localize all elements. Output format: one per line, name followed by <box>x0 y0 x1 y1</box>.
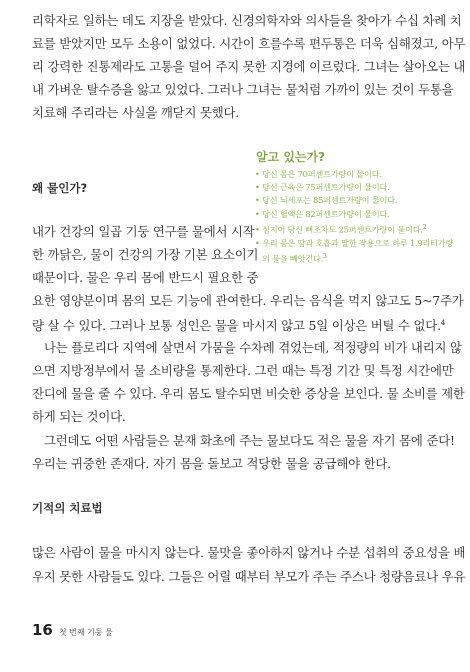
body-text-line: 잔디에 물을 줄 수 있다. 우리 몸도 탈수되면 비슷한 증상을 보인다. 물 소비를 제한 <box>32 386 465 401</box>
body-text-line: 우지 못한 사람들도 있다. 그들은 어릴 때부터 부모가 주는 주스나 청량음료나 우유 <box>32 569 466 584</box>
page-footer <box>32 621 113 639</box>
footnote-marker: 4 <box>440 319 446 327</box>
body-text-line: 때문이다. 물은 우리 몸에 반드시 필요한 중 <box>32 270 259 285</box>
body-text-line: 많은 사람이 물을 마시지 않는다. 물맛을 좋아하지 않거나 수분 섭취의 중요성을 배 <box>32 545 466 560</box>
body-text-line: 그런데도 어떤 사람들은 분재 화초에 주는 물보다도 적은 물을 자기 몸에 준다! <box>44 433 455 448</box>
body-text-line: 내가 건강의 일곱 기둥 연구를 물에서 시작 <box>32 224 255 239</box>
footnote-marker: 2 <box>422 223 427 231</box>
fact-item: • 당신 뇌세포는 85퍼센트가량이 물이다. <box>255 195 398 206</box>
page-number: 16 <box>32 621 53 639</box>
body-text-line: 요한 영양분이며 몸의 모든 기능에 관여한다. 우리는 음식을 먹지 않고도 5~7주가 <box>32 293 464 308</box>
fact-item: • 당신 근육은 75퍼센트가량이 물이다. <box>255 182 390 193</box>
fact-item: • 심지어 당신 뼈조차도 25퍼센트가량이 물이다.$^2$ <box>255 223 427 235</box>
body-text-line: 료를 받았지만 모두 소용이 없었다. 시간이 흐를수록 편두통은 더욱 심해졌고, 아무 <box>32 36 466 51</box>
body-text-line: 리 강력한 진통제라도 고통을 덜어 주지 못한 지경에 이르렀다. 그녀는 살아오는 내 <box>32 59 466 74</box>
section-heading-why-water: 왜 물인가? <box>32 181 88 195</box>
body-text-line: 으면 지방정부에서 물 소비량을 통제한다. 그런 때는 특정 기간 및 특정 시간에만 <box>32 363 454 378</box>
footnote-marker: 3 <box>323 252 327 260</box>
body-text-line: 하게 되는 것이다. <box>32 409 126 424</box>
body-text-line: 내 가벼운 탈수증을 앓고 있었다. 그러나 그녀는 물처럼 가까이 있는 것이 두통을 <box>32 82 454 97</box>
body-text-line: 나는 플로리다 지역에 살면서 가뭄을 수차례 겪었는데, 적정량의 비가 내리지 않 <box>44 340 462 355</box>
body-text-line: 한 까닭은, 물이 건강의 가장 기본 요소이기 <box>32 247 259 262</box>
fact-item: • 당신 몸은 70퍼센트가량이 물이다. <box>255 169 382 179</box>
sidebar-title: 알고 있는가? <box>256 150 326 164</box>
section-heading-miracle-cure: 기적의 치료법 <box>32 501 103 515</box>
body-text-line: 리학자로 일하는 데도 지장을 받았다. 신경의학자와 의사들을 찾아가 수십 차례 치 <box>32 13 462 28</box>
body-text-line: 치료해 주리라는 사실을 깨닫지 못했다. <box>32 105 240 120</box>
did-you-know-box <box>254 168 454 266</box>
fact-item: • 우리 몸은 땀과 호흡과 말한 작용으로 하루 1.9리터가량의 물을 빼앗긴다.$^3$ <box>255 237 454 264</box>
fact-item: • 당신 혈액은 82퍼센트가량이 물이다. <box>255 208 390 219</box>
body-text-line: 우리는 귀중한 존재다. 자기 몸을 돌보고 적당한 물을 공급해야 한다. <box>32 456 391 471</box>
running-head: 첫 번째 기둥 물 <box>58 628 113 637</box>
body-text-line: 량 살 수 있다. 그러나 보통 성인은 물을 마시지 않고 5일 이상은 버틸 수 없다.$^4$ <box>32 318 446 334</box>
